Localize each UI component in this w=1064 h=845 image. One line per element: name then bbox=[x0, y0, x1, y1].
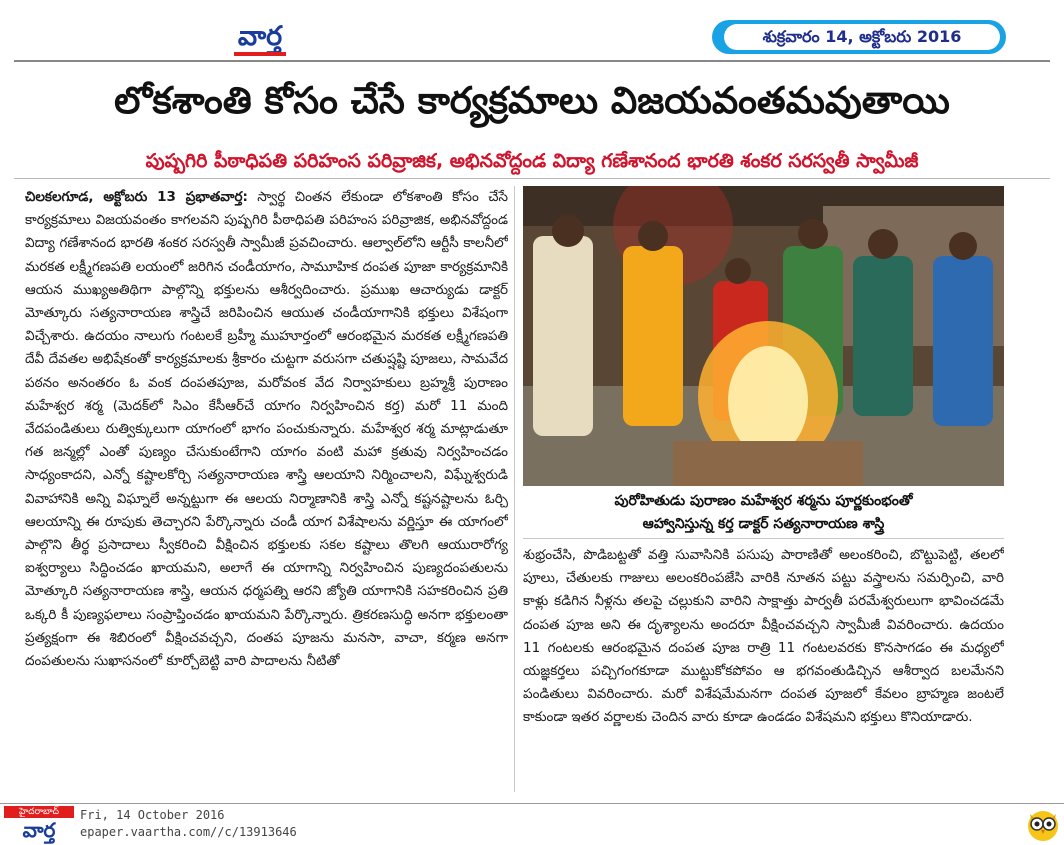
footer-edition-label: హైదరాబాద్ bbox=[4, 806, 74, 818]
article-dateline: చిలకలగూడ, అక్టోబరు 13 ప్రభాతవార్త: bbox=[25, 189, 248, 205]
column-divider bbox=[514, 186, 515, 792]
owl-mascot-icon bbox=[1026, 806, 1060, 842]
footer-print-date: Fri, 14 October 2016 bbox=[80, 808, 225, 822]
issue-date-badge bbox=[712, 20, 1006, 54]
ritual-scene-image bbox=[523, 186, 1004, 486]
issue-date: శుక్రవారం 14, అక్టోబరు 2016 bbox=[724, 24, 1000, 50]
photo-caption-line-2: ఆహ్వానిస్తున్న కర్త డాక్టర్ సత్యనారాయణ శాస్త్రి bbox=[642, 516, 885, 532]
article-subheadline: పుష్పగిరి పీఠాధిపతి పరిహంస పరివ్రాజిక, అభినవోద్దండ విద్యా గణేశానంద భారతి శంకర సరస్వతీ స్వామీజీ bbox=[145, 150, 919, 172]
footer-logo-text: వార్త bbox=[22, 818, 56, 842]
article-headline: లోకశాంతి కోసం చేసే కార్యక్రమాలు విజయవంతమవుతాయి bbox=[114, 79, 950, 122]
caption-divider bbox=[523, 538, 1004, 539]
footer-vaartha-logo bbox=[4, 806, 74, 842]
article-body-left-text: స్వార్థ చింతన లేకుండా లోకశాంతి కోసం చేసే కార్యక్రమాలు విజయవంతం కాగలవని పుష్పగిరి పీఠాధిపతి పరిహంస పరివ్రాజిక, అభినవోద్దండ విద్యా గణేశానంద భారతి శంకర సరస్వతీ స్వామీజీ ప్రవచించారు. ఆల్వాల్‌లోని ఆర్టీసీ కాలనీలో మరకత లక్ష్మీగణపతి లయంలో జరిగిన చండీయాగం, సామూహిక దంపత పూజా కార్యక్రమానికి ఆయన ముఖ్యఅతిథిగా పాల్గొన్ని భక్తులను ఆశీర్వదించారు. ప్రముఖ ఆచార్యుడు డాక్టర్ మోత్కూరు సత్యనారాయణ శాస్త్రిచే జరిపించిన ఆయుత చండీయాగానికి భక్తులు విశేషంగా విచ్చేశారు. ఉదయం నాలుగు గంటలకే బ్రహ్మీ ముహూర్తంలో ఆరంభమైన మరకత లక్ష్మీగణపతి దేవీ దేవతల అభిషేకంతో కార్యక్రమాలకు శ్రీకారం చుట్టగా వరుసగా చతుష్షష్టి పూజలు, సామవేద పఠనం అనంతరం ఓ వంక దంపతపూజ, మరోవంక వేద నిర్వాహకులు బ్రహ్మశ్రీ పురాణం మహేశ్వర శర్మ (మెదక్‌లో సిఎం కేసీఆర్‌చే యాగం నిర్వహించిన కర్త) మరో 11 మంది వేదపండితులు రుత్విక్కులుగా యాగంలో భాగం పంచుకున్నారు. మహేశ్వర శర్మ మాట్లాడుతూ గత జన్మల్లో ఎంతో పుణ్యం చేసుకుంటేగాని యాగం వంటి మహా క్రతువు నిర్వహించడం సాధ్యంకాదని, ఎన్నో కష్టాలకోర్చి సత్యనారాయణ శాస్త్రి ఆలయాని నిర్మించాలని, విఘ్నేశ్వరుడి వివాహానికి అన్ని విఘ్నాలే అన్నట్టుగా ఈ ఆలయ నిర్మాణానికి శాస్త్రి ఎన్నో కష్టనష్టాలను ఓర్చి ఆలయాన్ని ఈ రూపుకు తెచ్చారని పేర్కొన్నారు చండీ యాగ విశేషాలను వర్ణిస్తూ ఈ యాగంలో పాల్గొని తీర్థ ప్రసాదాలు స్వీకరించి వీక్షించిన భక్తులకు సకల కష్టాలు తొలగి ఆయురారోగ్య ఐశ్వర్యాలు సిద్ధించడం ఖాయమని, అలాగే ఈ యాగాన్ని నిర్వహించిన పుణ్యదంపతులను మోత్కూరి సత్యనారాయణ శాస్త్రి, ఆయన ధర్మపత్ని ఆరని జ్యోతి యాగానికి సహకరించిన ప్రతి ఒక్కరి కీ పుణ్యఫలాలు సంప్రాప్తించడం ఖాయమని పేర్కొన్నారు. త్రికరణసుద్ధి అనగా భక్తులంతా ప్రత్యక్షంగా ఈ శిబిరంలో వీక్షించవచ్చని, దంతప పూజను మనసా, వాచా, కర్మణ అనగా దంపతులను సుఖాసనంలో కూర్చోబెట్టి వారి పాదాలను నీటితో bbox=[25, 189, 508, 670]
photo-caption bbox=[523, 490, 1004, 536]
masthead-divider bbox=[14, 60, 1050, 62]
article-body-right: శుభ్రంచేసి, పొడిబట్టతో వత్తి సువాసినికి పసుపు పారాణితో అలంకరించి, బొట్టుపెట్టి, తలలో పూలు, చేతులకు గాజులు అలంకరింపజేసి వారికి నూతన పట్టు వస్త్రాలను సమర్పించి, వారి కాళ్లు కడిగిన నీళ్లను తలపై చల్లుకుని వారిని సాక్షాత్తు పార్వతీ పరమేశ్వరులుగా భావించడమే దంపత పూజ అని ఈ దృశ్యాలను అందరూ వీక్షించవచ్చని స్వామీజీ వివరించారు. ఉదయం 11 గంటలకు ఆరంభమైన దంపత పూజ రాత్రి 11 గంటలవరకు కొనసాగడం ఈ మధ్యలో యజ్ఞకర్తలు పచ్చిగంగకూడా ముట్టుకోకపోవం ఆ భగవంతుడిచ్చిన ఆశీర్వాద బలమేనని పండితులు వివరించారు. మరో విశేషమేమనగా దంపత పూజలో కేవలం బ్రాహ్మణ జంటలే కాకుండా ఇతర వర్ణాలకు చెందిన వారు కూడా ఉండడం విశేషమని భక్తులు కొనియాడారు. bbox=[523, 547, 1004, 726]
footer-divider bbox=[0, 803, 1064, 804]
article-photo bbox=[523, 186, 1004, 486]
article-body-left bbox=[25, 186, 508, 792]
logo-underline bbox=[234, 52, 286, 56]
footer-epaper-link[interactable]: epaper.vaartha.com//c/13913646 bbox=[80, 825, 297, 839]
subheadline-divider bbox=[14, 178, 1050, 179]
vaartha-logo: వార్త bbox=[237, 21, 283, 52]
masthead bbox=[0, 0, 1064, 62]
photo-caption-line-1: పురోహితుడు పురాణం మహేశ్వర శర్మను పూర్ణకుంభంతో bbox=[614, 493, 913, 509]
